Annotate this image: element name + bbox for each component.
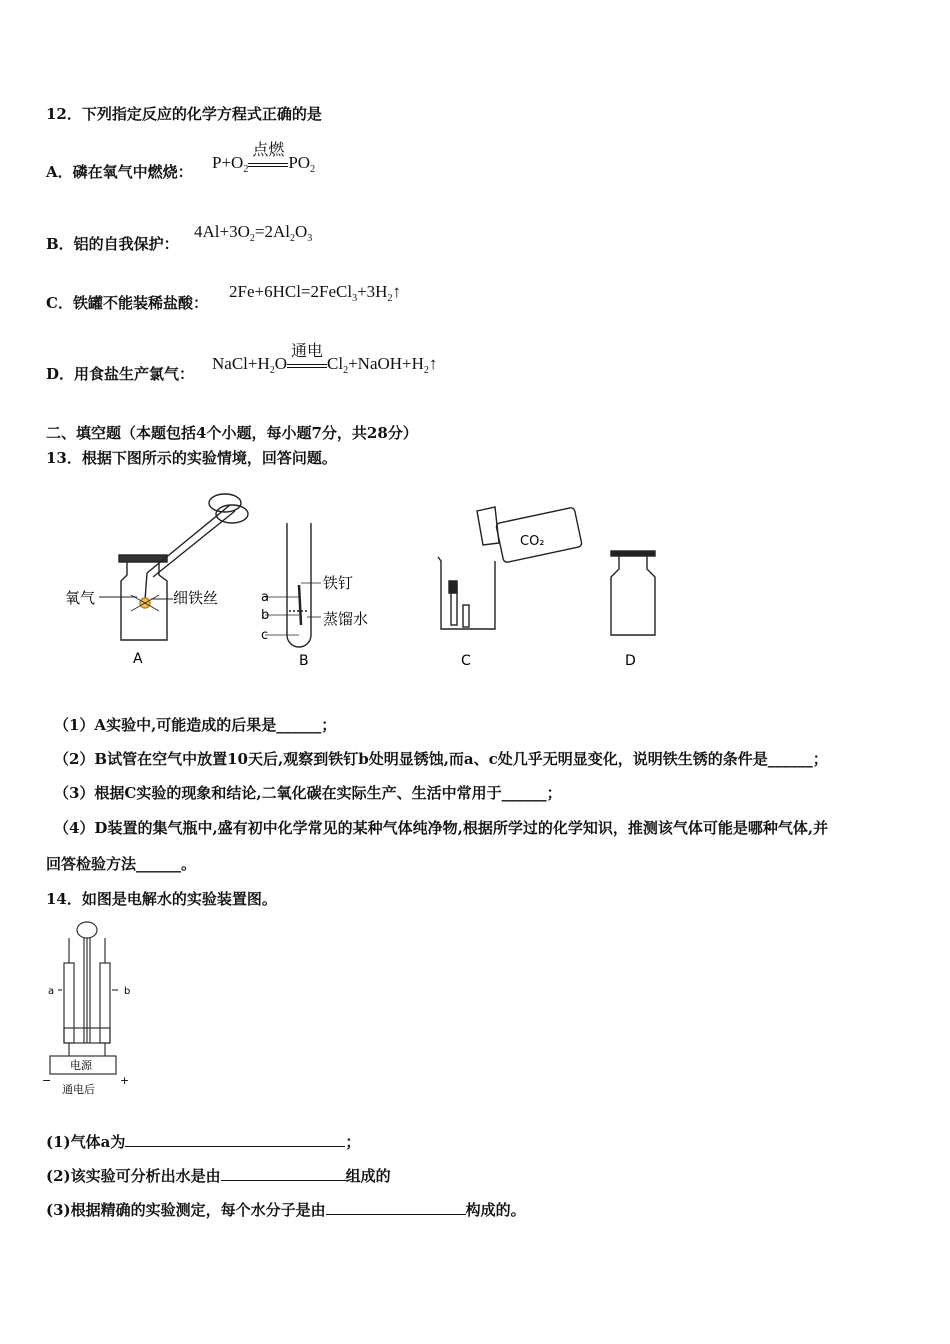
q13-part-3: （3）根据C实验的现象和结论,二氧化碳在实际生产、生活中常用于______；: [54, 784, 562, 802]
q12-option-d-label: D．用食盐生产氯气：: [46, 365, 195, 383]
condition-ignite: 点燃: [248, 153, 288, 175]
label-a: a: [261, 590, 269, 605]
caption-b: B: [299, 653, 309, 669]
q14-part-2: (2)该实验可分析出水是由 组成的: [46, 1167, 391, 1185]
q12-stem: 12．下列指定反应的化学方程式正确的是: [46, 105, 322, 123]
label-minus: −: [42, 1074, 52, 1087]
q13-stem: 13．根据下图所示的实验情境，回答问题。: [46, 449, 337, 467]
label-after-electrolysis: 通电后: [62, 1083, 95, 1096]
apparatus-d: [611, 551, 655, 635]
answer-blank-2[interactable]: [221, 1168, 346, 1181]
label-oxygen: 氧气: [65, 589, 96, 607]
q12-option-d-equation: $NaCl+H_2O$ 通电 $Cl_2+NaOH+H_2↑$: [212, 341, 438, 376]
caption-d: D: [625, 653, 636, 669]
q12-option-a-equation: $P+O_2$ 点燃 $PO_2$: [212, 140, 316, 175]
q13-part-1: （1）A实验中,可能造成的后果是______；: [54, 716, 337, 734]
label-iron-wire: 细铁丝: [173, 589, 219, 607]
label-gas-a: a: [48, 986, 55, 997]
apparatus-b: [265, 523, 321, 647]
answer-blank-3[interactable]: [326, 1202, 466, 1215]
label-iron-nail: 铁钉: [323, 574, 354, 592]
section-2-heading: 二、填空题（本题包括4个小题，每小题7分，共28分）: [46, 424, 418, 442]
caption-a: A: [133, 651, 143, 667]
label-gas-b: b: [124, 986, 131, 997]
q12-option-a-label: A．磷在氧气中燃烧：: [46, 163, 193, 181]
q12-option-b-label: B．铝的自我保护：: [46, 235, 179, 253]
q14-stem: 14．如图是电解水的实验装置图。: [46, 890, 277, 908]
answer-blank-1[interactable]: [125, 1134, 345, 1147]
apparatus-a: [99, 494, 248, 640]
apparatus-c: [438, 507, 582, 629]
label-plus: +: [120, 1074, 130, 1087]
q13-part-2: （2）B试管在空气中放置10天后,观察到铁钉b处明显锈蚀,而a、c处几乎无明显变化，说明铁生锈的条件是______；: [54, 750, 828, 768]
caption-c: C: [461, 653, 471, 669]
label-c: c: [261, 628, 269, 643]
q13-part-4-line-2: 回答检验方法______。: [46, 855, 197, 873]
label-distilled-water: 蒸馏水: [323, 610, 369, 628]
q14-figure: [40, 918, 150, 1100]
q14-part-1: (1)气体a为 ；: [46, 1133, 361, 1151]
label-b: b: [261, 608, 270, 623]
q12-option-c-label: C．铁罐不能装稀盐酸：: [46, 294, 208, 312]
condition-electrify: 通电: [287, 354, 327, 376]
q13-part-4-line-1: （4）D装置的集气瓶中,盛有初中化学常见的某种气体纯净物,根据所学过的化学知识，推测该气体可能是哪种气体,并: [54, 819, 829, 837]
q13-figure: [55, 485, 675, 675]
q14-part-3: (3)根据精确的实验测定，每个水分子是由 构成的。: [46, 1201, 526, 1219]
label-power-supply: 电源: [70, 1059, 92, 1072]
q12-option-c-equation: $2Fe+6HCl=2FeCl_3+3H_2↑$: [229, 282, 401, 304]
label-co2: CO₂: [520, 534, 545, 549]
q12-option-b-equation: $4Al+3O_2=2Al_2O_3$: [194, 222, 313, 244]
